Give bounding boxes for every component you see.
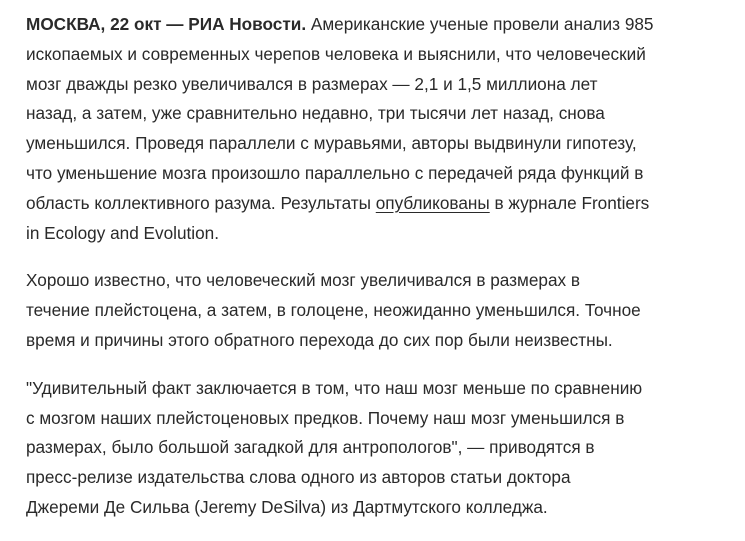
paragraph-3-line-5: Джереми Де Сильва (Jeremy DeSilva) из Дартмутского колледжа. [26,496,548,517]
paragraph-2-line-2: течение плейстоцена, а затем, в голоцене, неожиданно уменьшился. Точное [26,300,641,321]
paragraph-3 [26,374,686,523]
paragraph-1-line-8: in Ecology and Evolution. [26,222,220,243]
paragraph-1-line-6: что уменьшение мозга произошло параллельно с передачей ряда функций в [26,162,644,183]
dateline: МОСКВА, 22 окт — РИА Новости. [26,14,307,34]
paragraph-2 [26,266,686,355]
paragraph-3-line-4: пресс-релизе издательства слова одного из авторов статьи доктора [26,467,571,488]
paragraph-1-line-4: назад, а затем, уже сравнительно недавно, три тысячи лет назад, снова [26,103,605,124]
paragraph-1-line-2: ископаемых и современных черепов человека и выяснили, что человеческий [26,43,646,64]
paragraph-1 [26,10,686,248]
published-link[interactable]: опубликованы [375,192,490,213]
paragraph-3-line-3: размерах, было большой загадкой для антропологов", — приводятся в [26,437,595,458]
paragraph-1-line-5: уменьшился. Проведя параллели с муравьями, авторы выдвинули гипотезу, [26,133,637,154]
paragraph-2-line-1: Хорошо известно, что человеческий мозг увеличивался в размерах в [26,270,581,291]
journal-text: в журнале Frontiers [489,192,650,213]
lead-text: Американские ученые провели анализ 985 [306,14,654,34]
paragraph-1-line-1 [26,10,686,40]
paragraph-1-line-3: мозг дважды резко увеличивался в размерах — 2,1 и 1,5 миллиона лет [26,73,598,94]
results-text: область коллективного разума. Результаты [26,192,376,213]
article-body [26,10,686,541]
paragraph-3-line-2: с мозгом наших плейстоценовых предков. Почему наш мозг уменьшился в [26,407,625,428]
paragraph-3-line-1: "Удивительный факт заключается в том, что наш мозг меньше по сравнению [26,377,643,398]
paragraph-2-line-3: время и причины этого обратного перехода до сих пор были неизвестны. [26,329,613,350]
paragraph-1-line-7 [26,189,686,219]
